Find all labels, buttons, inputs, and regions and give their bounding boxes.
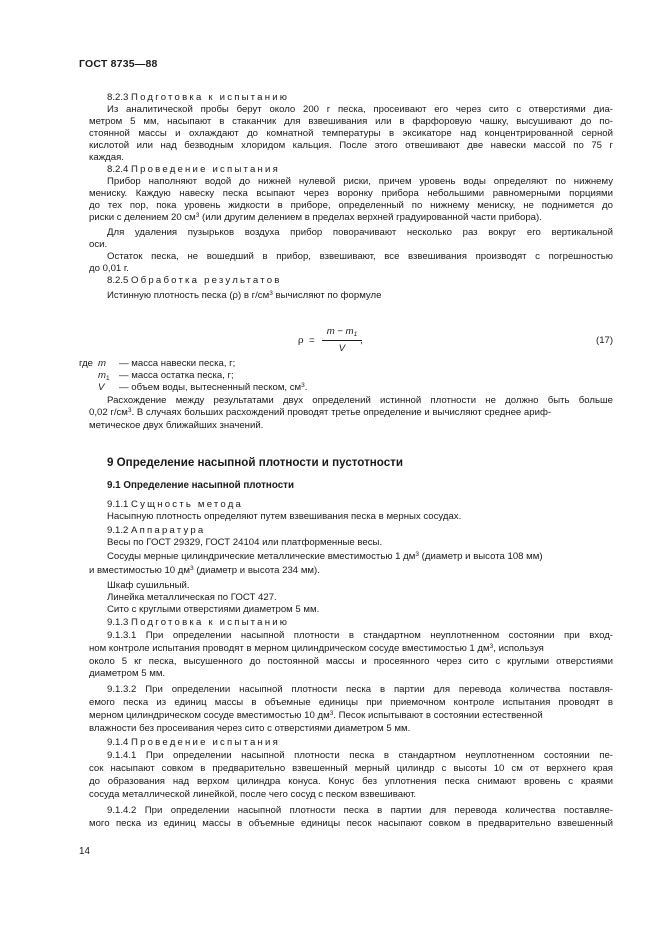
where-description: — масса остатка песка, г; xyxy=(119,370,234,381)
superscript: 3 xyxy=(190,565,194,572)
text-line xyxy=(89,643,613,655)
text-fragment: (диаметр и высота 108 мм) xyxy=(421,551,543,562)
text-line: емого песка из единиц массы в объемные единицы при приемочном контроле испытания проводят в xyxy=(89,697,613,708)
text-line: метром 5 мм, насыпают в стаканчик для взвешивания или в фарфоровую чашку, высушивают до по- xyxy=(89,116,613,127)
text-line: сок насыпают совком в предварительно взвешенный мерный цилиндр с высоты 10 см от верхнего края xyxy=(89,763,613,774)
clause-title: Подготовка к испытанию xyxy=(131,617,290,628)
formula-equals: = xyxy=(309,335,315,346)
text-line: до 0,01 г. xyxy=(89,263,129,274)
superscript: 3 xyxy=(489,643,494,650)
text-line: Остаток песка, не вошедший в прибор, взвешивают, все взвешивания производят с погрешностью xyxy=(107,251,613,262)
text-fragment: вычисляют по формуле xyxy=(275,290,382,301)
text-line xyxy=(107,290,613,302)
where-symbol: V xyxy=(98,382,105,393)
text-line: до тех пор, пока уровень жидкости в приборе, определенный по нижнему мениску, не поднимется до xyxy=(89,200,613,211)
clause-number: 8.2.4 xyxy=(107,164,129,175)
clause-number: 8.2.5 xyxy=(107,275,129,286)
clause-title: Проведение испытания xyxy=(131,164,281,175)
text-line: Из аналитической пробы берут около 200 г песка, просеивают его через сито с отверстиями диа- xyxy=(107,104,613,115)
fraction-bar xyxy=(322,340,362,341)
superscript: 3 xyxy=(269,290,273,297)
text-fragment: , используя xyxy=(493,643,544,654)
superscript: 3 xyxy=(329,710,334,717)
clause-title: Аппаратура xyxy=(131,525,206,536)
text-line: Насыпную плотность определяют путем взвешивания песка в мерных сосудах. xyxy=(107,511,462,522)
superscript: 3 xyxy=(127,407,132,414)
heading-8-2-5 xyxy=(107,275,613,287)
superscript: 3 xyxy=(415,551,419,558)
heading-9-1-4 xyxy=(107,737,613,749)
text-line: до образования над верхом цилиндра конуса. Конус без уплотнения песка снимают вровень с краями xyxy=(89,776,613,787)
clause-title: Сущность метода xyxy=(131,499,244,510)
formula-denominator: V xyxy=(338,343,346,354)
numerator-text: m − m xyxy=(326,326,354,337)
formula-numerator xyxy=(324,326,360,337)
text-line: Сито с круглыми отверстиями диаметром 5 мм. xyxy=(107,604,320,615)
text-line: Прибор наполняют водой до нижней нулевой риски, причем уровень воды определяют по нижнему xyxy=(107,176,613,187)
where-description: — объем воды, вытесненный песком, $см^3$. xyxy=(119,382,308,393)
where-symbol: $m_1$ xyxy=(98,370,110,382)
heading-8-2-3 xyxy=(107,92,613,104)
equation-number: (17) xyxy=(596,335,614,346)
text-line: сосуда металлической линейкой, после чего сосуд с песком взвешивают. xyxy=(89,789,417,800)
text-line: мого песка из единиц массы в объемные единицы песок насыпают совком в предварительно взвешенный xyxy=(89,818,613,829)
text-line xyxy=(89,565,613,577)
text-fragment: . Песок испытывают в состоянии естественной xyxy=(333,710,543,721)
text-line: 9.1.3.1 При определении насыпной плотности в стандартном неуплотненном состоянии при вход- xyxy=(107,630,613,641)
where-symbol: m xyxy=(98,358,106,369)
text-line: диаметром 5 мм. xyxy=(89,668,166,679)
text-line: оси. xyxy=(89,239,108,250)
text-fragment: (диаметр и высота 234 мм). xyxy=(196,565,320,576)
text-line: 9.1.4.2 При определении насыпной плотности песка в партии для перевода количества поставляе- xyxy=(107,805,613,816)
text-fragment: ном контроле испытания проводят в мерном цилиндрическом сосуде вместимостью 1 дм xyxy=(89,643,490,654)
text-line xyxy=(89,710,613,722)
formula-17 xyxy=(298,326,388,356)
heading-9-1-3 xyxy=(107,617,613,629)
clause-number: 9.1.3 xyxy=(107,617,129,628)
text-line: 9.1.3.2 При определении насыпной плотности песка в партии для перевода количества поставля- xyxy=(107,684,613,695)
clause-number: 8.2.3 xyxy=(107,92,129,103)
text-fragment: Истинную плотность песка (ρ) в г/см xyxy=(107,290,270,301)
clause-title: Подготовка к испытанию xyxy=(131,92,290,103)
text-line xyxy=(89,407,613,419)
text-line: 9.1.4.1 При определении насыпной плотности песка в стандартном неуплотненном состоянии пе- xyxy=(107,750,613,761)
where-description: — масса навески песка, г; xyxy=(119,358,236,369)
text-line: метическое двух ближайших значений. xyxy=(89,420,264,431)
text-line: Весы по ГОСТ 29329, ГОСТ 24104 или платформенные весы. xyxy=(107,537,383,548)
text-line: влажности без просеивания через сито с отверстиями диаметром 5 мм. xyxy=(89,723,411,734)
text-line: Линейка металлическая по ГОСТ 427. xyxy=(107,592,277,603)
formula-comma: , xyxy=(360,335,363,346)
heading-9-1-1 xyxy=(107,499,613,511)
document-code: ГОСТ 8735—88 xyxy=(79,58,158,70)
text-fragment: Сосуды мерные цилиндрические металлические вместимостью 1 дм xyxy=(107,551,416,562)
text-fragment: риски с делением 20 см xyxy=(89,212,196,223)
where-label: где xyxy=(79,358,94,369)
superscript: 3 xyxy=(195,212,200,219)
text-line: кислотой или над безводным хлоридом кальция. После этого отвешивают две навески массой по 75 г xyxy=(89,140,613,151)
text-line: стоянной массы и охлаждают до комнатной температуры в эксикаторе над концентрированной серной xyxy=(89,128,613,139)
text-line: мениску. Каждую навеску песка всыпают через воронку прибора небольшими равномерными порциями xyxy=(89,188,613,199)
text-line xyxy=(89,212,613,224)
formula-lhs: ρ xyxy=(298,335,304,346)
text-fragment: и вместимостью 10 дм xyxy=(89,565,191,576)
text-fragment: мерном цилиндрическом сосуде вместимостью 10 дм xyxy=(89,710,330,721)
text-line: Шкаф сушильный. xyxy=(107,580,190,591)
text-line: каждая. xyxy=(89,152,124,163)
page-number: 14 xyxy=(79,846,90,857)
clause-title: Обработка результатов xyxy=(131,275,282,286)
text-line: Для удаления пузырьков воздуха прибор поворачивают несколько раз вокруг его вертикальной xyxy=(107,227,613,238)
clause-number: 9.1.2 xyxy=(107,525,129,536)
clause-number: 9.1.4 xyxy=(107,737,129,748)
text-line xyxy=(107,551,613,563)
clause-number: 9.1.1 xyxy=(107,499,129,510)
heading-9-1-2 xyxy=(107,525,613,537)
section-heading: 9 Определение насыпной плотности и пустотности xyxy=(107,456,403,469)
heading-8-2-4 xyxy=(107,164,613,176)
subsection-heading: 9.1 Определение насыпной плотности xyxy=(107,480,294,491)
text-line: Расхождение между результатами двух определений истинной плотности не должно быть больше xyxy=(107,395,613,406)
text-line: около 5 кг песка, высушенного до постоянной массы и просеянного через сито с круглыми отверстиями xyxy=(89,656,613,667)
text-fragment: . В случаях больших расхождений проводят третье определение и вычисляют среднее ариф- xyxy=(131,407,552,418)
text-fragment: (или другим делением в пределах верхней градуированной части прибора). xyxy=(202,212,542,223)
text-fragment: 0,02 г/см xyxy=(89,407,128,418)
subscript: 1 xyxy=(353,331,358,338)
clause-title: Проведение испытания xyxy=(131,737,281,748)
